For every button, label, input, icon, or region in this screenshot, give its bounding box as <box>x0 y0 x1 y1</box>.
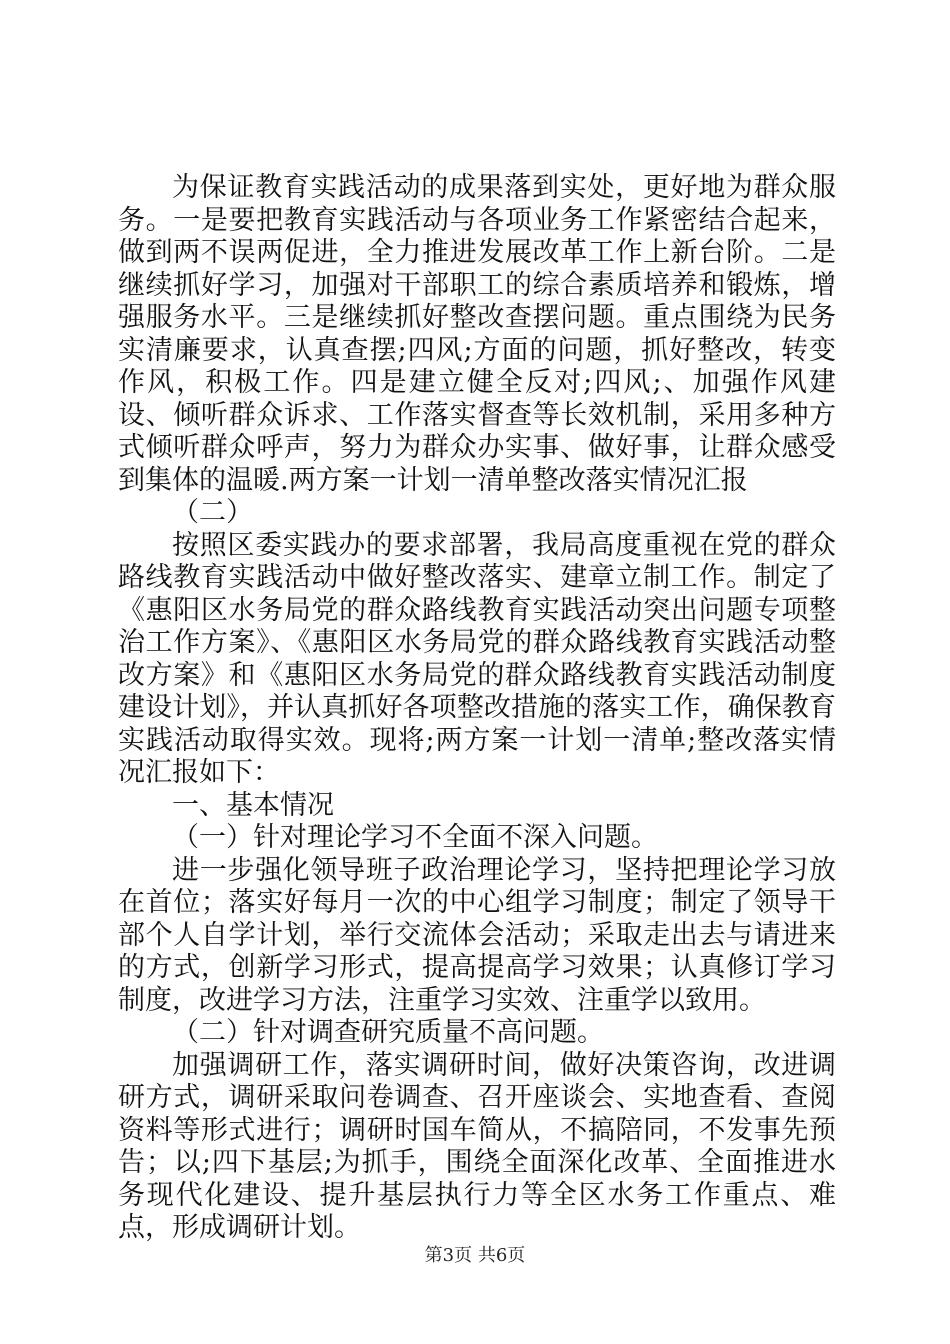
page-footer <box>0 1244 950 1268</box>
section-heading: 一、基本情况 <box>172 789 334 821</box>
paragraph: 进一步强化领导班子政治理论学习，坚持把理论学习放在首位；落实好每月一次的中心组学习制度；制定了领导干部个人自学计划，举行交流体会活动；采取走出去与请进来的方式，创新学习形式，提高提高学习效果；认真修订学习制度，改进学习方法，注重学习实效、注重学以致用。 <box>118 854 836 1016</box>
paragraph: 加强调研工作，落实调研时间，做好决策咨询，改进调研方式，调研采取问卷调查、召开座谈会、实地查看、查阅资料等形式进行；调研时国车简从，不搞陪同，不发事先预告；以;四下基层;为抓手，围绕全面深化改革、全面推进水务现代化建设、提升基层执行力等全区水务工作重点、难点，形成调研计划。 <box>118 1049 836 1243</box>
page-number: 第3页 共6页 <box>424 1245 526 1266</box>
subsection-heading: （一）针对理论学习不全面不深入问题。 <box>172 822 658 853</box>
paragraph: 按照区委实践办的要求部署，我局高度重视在党的群众路线教育实践活动中做好整改落实、建章立制工作。制定了《惠阳区水务局党的群众路线教育实践活动突出问题专项整治工作方案》、《惠阳区水务局党的群众路线教育实践活动整改方案》和《惠阳区水务局党的群众路线教育实践活动制度建设计划》，并认真抓好各项整改措施的落实工作，确保教育实践活动取得实效。现将;两方案一计划一清单;整改落实情况汇报如下： <box>118 529 836 788</box>
subsection-heading: （二）针对调查研究质量不高问题。 <box>172 1017 604 1048</box>
section-heading: （二） <box>172 497 253 528</box>
paragraph: 为保证教育实践活动的成果落到实处，更好地为群众服务。一是要把教育实践活动与各项业务工作紧密结合起来，做到两不误两促进，全力推进发展改革工作上新台阶。二是继续抓好学习，加强对干部职工的综合素质培养和锻炼，增强服务水平。三是继续抓好整改查摆问题。重点围绕为民务实清廉要求，认真查摆;四风;方面的问题，抓好整改，转变作风，积极工作。四是建立健全反对;四风;、加强作风建设、倾听群众诉求、工作落实督查等长效机制，采用多种方式倾听群众呼声，努力为群众办实事、做好事，让群众感受到集体的温暖.两方案一计划一清单整改落实情况汇报 <box>118 172 836 496</box>
document-body <box>118 172 836 1245</box>
